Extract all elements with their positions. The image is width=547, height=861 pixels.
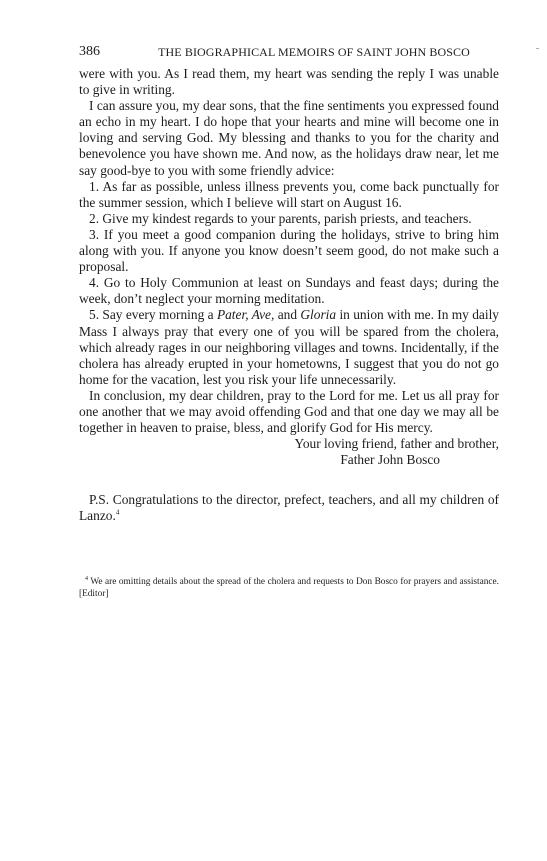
page-header [79,44,499,64]
advice-item-2: 2. Give my kindest regards to your parents, parish priests, and teachers. [89,210,472,226]
advice-item-5-and: and [274,307,301,323]
prayer-pater-ave: Pater, Ave, [216,307,275,323]
paragraph-assurance: I can assure you, my dear sons, that the fine sentiments you expressed found an echo in my heart. I do hope that your hearts and mine will become one in loving and serving God. My blessing and thanks to you for the charity and benevolence you have shown me. And now, as the holidays draw near, let me say good-bye to you with some friendly advice: [79,98,499,178]
running-head: THE BIOGRAPHICAL MEMOIRS OF SAINT JOHN BOSCO [158,45,470,59]
advice-item-3: 3. If you meet a good companion during the holidays, strive to bring him along with you. If anyone you know doesn’t seem good, do not make such a proposal. [79,226,499,275]
postscript-text: P.S. Congratulations to the director, prefect, teachers, and all my children of Lanzo. [79,492,499,524]
page-number: 386 [79,44,100,59]
footnote-reference: 4 [115,508,120,517]
footnote-text: We are omitting details about the spread of the cholera and requests to Don Bosco for prayers and assistance. [Editor] [79,577,499,600]
advice-item-4: 4. Go to Holy Communion at least on Sundays and feast days; during the week, don’t neglect your morning meditation. [79,275,499,307]
edge-mark [536,48,539,49]
body-text [79,66,499,525]
advice-item-1: 1. As far as possible, unless illness prevents you, come back punctually for the summer session, which I believe will start on August 16. [79,178,499,210]
advice-item-5-lead: 5. Say every morning a [89,307,217,323]
paragraph-continued: were with you. As I read them, my heart was sending the reply I was unable to give in writing. [79,66,499,98]
closing-line: Your loving friend, father and brother, [294,436,499,452]
postscript [79,492,499,524]
paragraph-conclusion: In conclusion, my dear children, pray to the Lord for me. Let us all pray for one another that we may avoid offending God and that one day we may all be together in heaven to praise, bless, and glorify God for His mercy. [79,387,499,436]
footnote-marker: 4 [85,575,88,582]
prayer-gloria: Gloria [300,307,337,323]
signature: Father John Bosco [340,452,440,468]
advice-item-5 [79,307,499,387]
advice-item-5-rest: in union with me. In my daily Mass I always pray that every one of you will be spared from the cholera, which already rages in our neighboring villages and towns. Incidentally, if the cholera has already erupted in your hometowns, I suggest that you do not go home for the vacation, lest you risk your life unnecessarily. [79,307,499,387]
footnote [79,576,499,601]
letter-closing [79,436,499,468]
